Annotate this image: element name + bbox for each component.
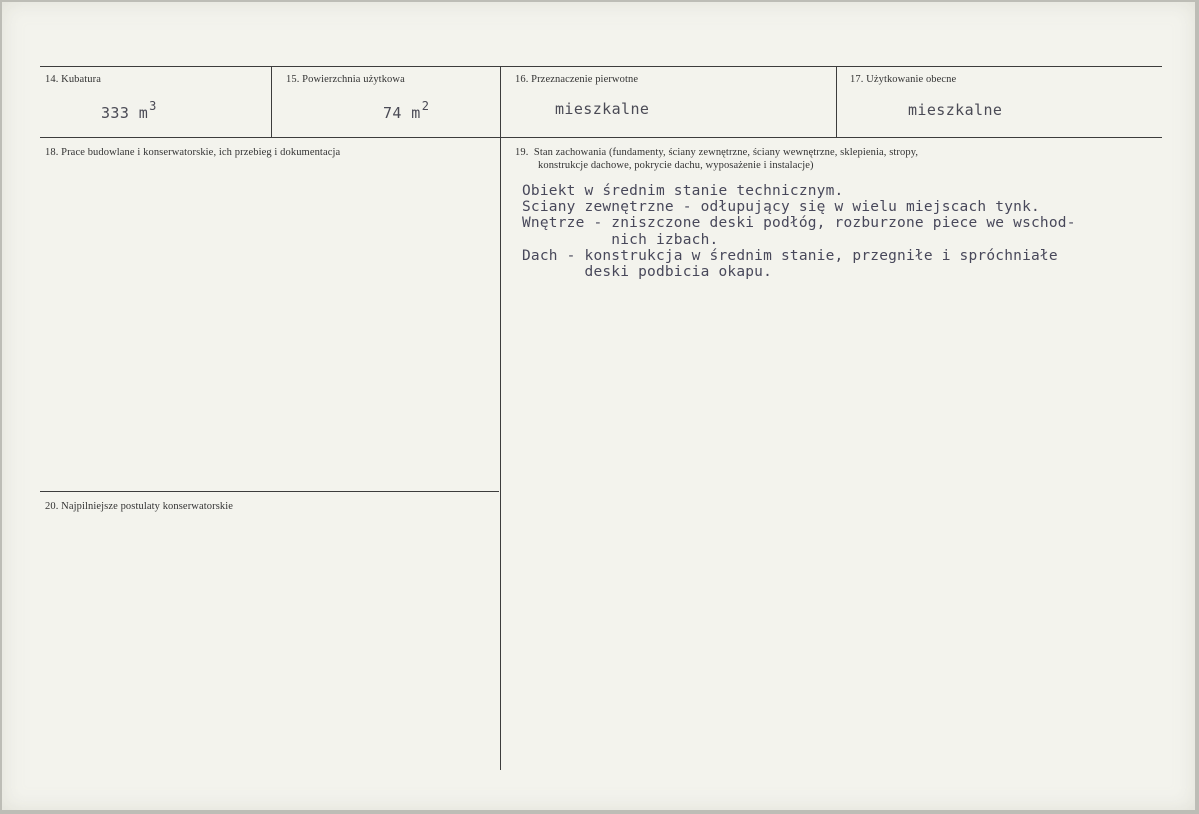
field-20-label: 20. Najpilniejsze postulaty konserwatorskie (45, 501, 234, 512)
field-14-exponent: 3 (149, 99, 157, 113)
field-14-value (101, 99, 157, 122)
field-14-number: 333 m (101, 104, 149, 122)
field-16-value: mieszkalne (555, 100, 650, 118)
field-15-exponent: 2 (421, 99, 430, 113)
desc-line: Dach - konstrukcja w średnim stanie, przegniłe i spróchniałe (522, 247, 1058, 264)
field-19-description (522, 183, 1076, 280)
col-divider-14-15 (271, 66, 272, 138)
field-16-label: 16. Przeznaczenie pierwotne (515, 74, 639, 85)
section-18-20-divider (40, 491, 499, 492)
field-17-value: mieszkalne (908, 101, 1003, 119)
field-17-label: 17. Użytkowanie obecne (850, 74, 957, 85)
desc-line: Obiekt w średnim stanie technicznym. (522, 183, 844, 199)
desc-line: Sciany zewnętrzne - odłupujący się w wielu miejscach tynk. (522, 199, 1040, 216)
top-rule (40, 66, 1162, 67)
field-18-label: 18. Prace budowlane i konserwatorskie, ich przebieg i dokumentacja (45, 147, 341, 158)
field-15-number: 74 m (383, 104, 421, 122)
field-15-label: 15. Powierzchnia użytkowa (286, 74, 405, 85)
row-divider-rule (40, 137, 1162, 138)
field-19-label-line1: 19. Stan zachowania (fundamenty, ściany zewnętrzne, ściany wewnętrzne, sklepienia, stropy, (515, 147, 919, 158)
field-19-label-line2: konstrukcje dachowe, pokrycie dachu, wyposażenie i instalacje) (538, 160, 814, 171)
desc-line: deski podbicia okapu. (522, 264, 773, 281)
col-divider-center (500, 66, 501, 770)
inventory-card (2, 2, 1195, 810)
desc-line: Wnętrze - zniszczone deski podłóg, rozburzone piece we wschod- (522, 215, 1076, 232)
field-14-label: 14. Kubatura (45, 74, 102, 85)
field-15-value (383, 99, 429, 122)
desc-line: nich izbach. (522, 231, 719, 248)
col-divider-16-17 (836, 66, 837, 138)
